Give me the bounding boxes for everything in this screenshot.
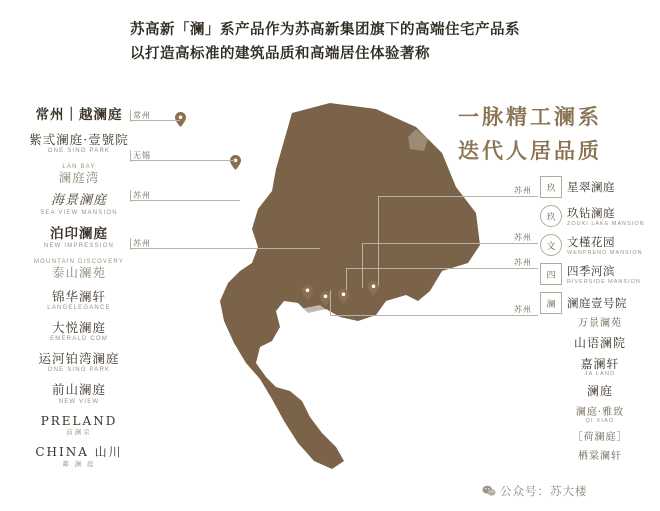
connector-right-3 (346, 268, 538, 269)
brand-en-4: NEW IMPRESSION (43, 243, 115, 250)
brand-en-9: NEW VIEW (58, 398, 100, 405)
connector-right-2-drop (362, 243, 363, 288)
map-shape (180, 95, 490, 475)
brand-cn-2: 澜庭湾 (58, 169, 100, 185)
right2-item-0[interactable] (548, 318, 652, 329)
brand-item-1[interactable] (20, 133, 138, 155)
right2-cn-1: 山语澜院 (573, 336, 626, 350)
brand-cn-10: PRELAND (40, 413, 118, 428)
right-brand-en-3: RIVERSIDE MANSION (567, 279, 641, 285)
city-tag-1: 无锡 (133, 151, 151, 160)
slogan-line-2: 迭代人居品质 (458, 138, 602, 163)
brand-en-7: EMERALD COM (50, 336, 108, 343)
brand-cn-6: 锦华澜轩 (51, 288, 106, 304)
connector-right-1-drop (378, 196, 379, 286)
brand-cn-9: 前山澜庭 (51, 382, 106, 398)
brand-cn-1: 紫弎澜庭·壹號院 (29, 131, 129, 147)
connector-left-4 (130, 248, 320, 249)
brand-cn-7: 大悦澜庭 (51, 319, 106, 335)
brand-item-2[interactable] (20, 164, 138, 185)
right-brand-list (540, 176, 652, 321)
brand-logo-icon-1: 玖 (540, 205, 562, 227)
brand-cn-8: 运河铂湾澜庭 (38, 351, 120, 367)
brand-item-6[interactable] (20, 290, 138, 312)
brand-en-8: ONE SING PARK (47, 367, 111, 374)
city-tag-4: 苏州 (514, 186, 532, 195)
right2-item-3[interactable] (548, 385, 652, 398)
brand-en-6: LANGELEGANCE (47, 304, 111, 311)
header-line-1: 苏高新「澜」系产品作为苏高新集团旗下的高端住宅产品系 (130, 22, 520, 38)
map-pin-wuxi[interactable] (230, 155, 241, 170)
jiangsu-map (180, 95, 490, 475)
right2-item-5[interactable] (548, 432, 652, 443)
right2-item-1[interactable] (548, 337, 652, 350)
right-brand-item-2[interactable] (540, 234, 652, 256)
right2-cn-6: 栖棠澜轩 (578, 450, 622, 462)
right-brand-cn-3: 四季河滨 (567, 264, 615, 278)
brand-item-0[interactable] (20, 108, 138, 124)
left-brand-list (20, 108, 138, 477)
brand-logo-icon-3: 四 (540, 263, 562, 285)
right2-cn-0: 万景澜苑 (578, 318, 622, 329)
header (130, 18, 550, 66)
brand-item-10[interactable] (20, 415, 138, 437)
connector-right-2 (362, 243, 538, 244)
brand-item-9[interactable] (20, 383, 138, 405)
brand-en-1: ONE SING PARK (47, 147, 111, 154)
right-brand-list-2 (548, 318, 652, 470)
right-brand-en-2: WENPRENO MANSION (567, 250, 643, 256)
brand-en-11: 鄰 澜 庭 (62, 460, 96, 468)
header-line-2: 以打造高标准的建筑品质和高端居住体验著称 (130, 46, 430, 62)
right2-cn-3: 澜庭 (586, 384, 613, 399)
brand-item-8[interactable] (20, 352, 138, 374)
brand-en-10: 前澜京 (66, 429, 92, 437)
city-tag-5: 苏州 (514, 233, 532, 242)
connector-right-4-drop (330, 290, 331, 315)
brand-cn-0: 常州｜越澜庭 (35, 107, 123, 123)
brand-en-3: SEA VIEW MANSION (40, 209, 118, 216)
right2-en-4: QI XIAO (585, 417, 615, 424)
right-brand-item-3[interactable] (540, 263, 652, 285)
city-tag-7: 苏州 (514, 305, 532, 314)
wechat-icon (482, 485, 496, 497)
brand-item-5[interactable] (20, 259, 138, 280)
city-tag-2: 苏州 (133, 191, 151, 200)
slogan-line-1: 一脉精工澜系 (458, 104, 602, 129)
brand-item-3[interactable] (20, 194, 138, 217)
right-brand-cn-4: 澜庭壹号院 (567, 296, 627, 310)
right-brand-cn-2: 文槿花园 (567, 235, 615, 249)
right2-cn-5: ［荷澜庭］ (572, 431, 628, 443)
right-brand-cn-1: 玖钻澜庭 (567, 206, 615, 220)
brand-en-2: LAN BAY (62, 163, 96, 170)
right-brand-en-1: ZOUKI LAKE MANSION (567, 221, 645, 227)
city-tag-3: 苏州 (133, 239, 151, 248)
footer-credit (482, 483, 588, 499)
right2-cn-2: 嘉澜轩 (580, 357, 620, 372)
right-brand-item-1[interactable] (540, 205, 652, 227)
map-pin-3[interactable] (338, 289, 349, 304)
brand-item-11[interactable] (20, 446, 138, 468)
city-tag-0: 常州 (133, 111, 151, 120)
right2-en-2: JA LAND (584, 371, 616, 378)
right2-item-4[interactable] (548, 407, 652, 424)
brand-item-7[interactable] (20, 321, 138, 343)
right-brand-item-0[interactable] (540, 176, 652, 198)
right2-item-6[interactable] (548, 451, 652, 462)
brand-logo-icon-4: 澜 (540, 292, 562, 314)
brand-cn-5: 泰山澜苑 (51, 265, 106, 281)
right2-item-2[interactable] (548, 358, 652, 377)
right-brand-cn-0: 星翠澜庭 (567, 180, 615, 194)
connector-right-4 (330, 315, 538, 316)
connector-right-1 (378, 196, 538, 197)
city-tag-6: 苏州 (514, 258, 532, 267)
brand-logo-icon-2: 文 (540, 234, 562, 256)
brand-item-4[interactable] (20, 227, 138, 250)
right-brand-item-4[interactable] (540, 292, 652, 314)
right2-cn-4: 澜庭·雅致 (575, 406, 625, 418)
brand-logo-icon-0: 玖 (540, 176, 562, 198)
footer-text: 公众号：苏大楼 (500, 486, 588, 498)
brand-cn-11: CHINA 山川 (35, 444, 123, 459)
connector-right-3-drop (346, 268, 347, 290)
map-pin-1[interactable] (302, 285, 313, 300)
brand-cn-4: 泊印澜庭 (50, 225, 108, 242)
brand-en-5: MOUNTAIN DISCOVERY (33, 259, 125, 266)
brand-cn-3: 海景澜庭 (50, 193, 107, 209)
